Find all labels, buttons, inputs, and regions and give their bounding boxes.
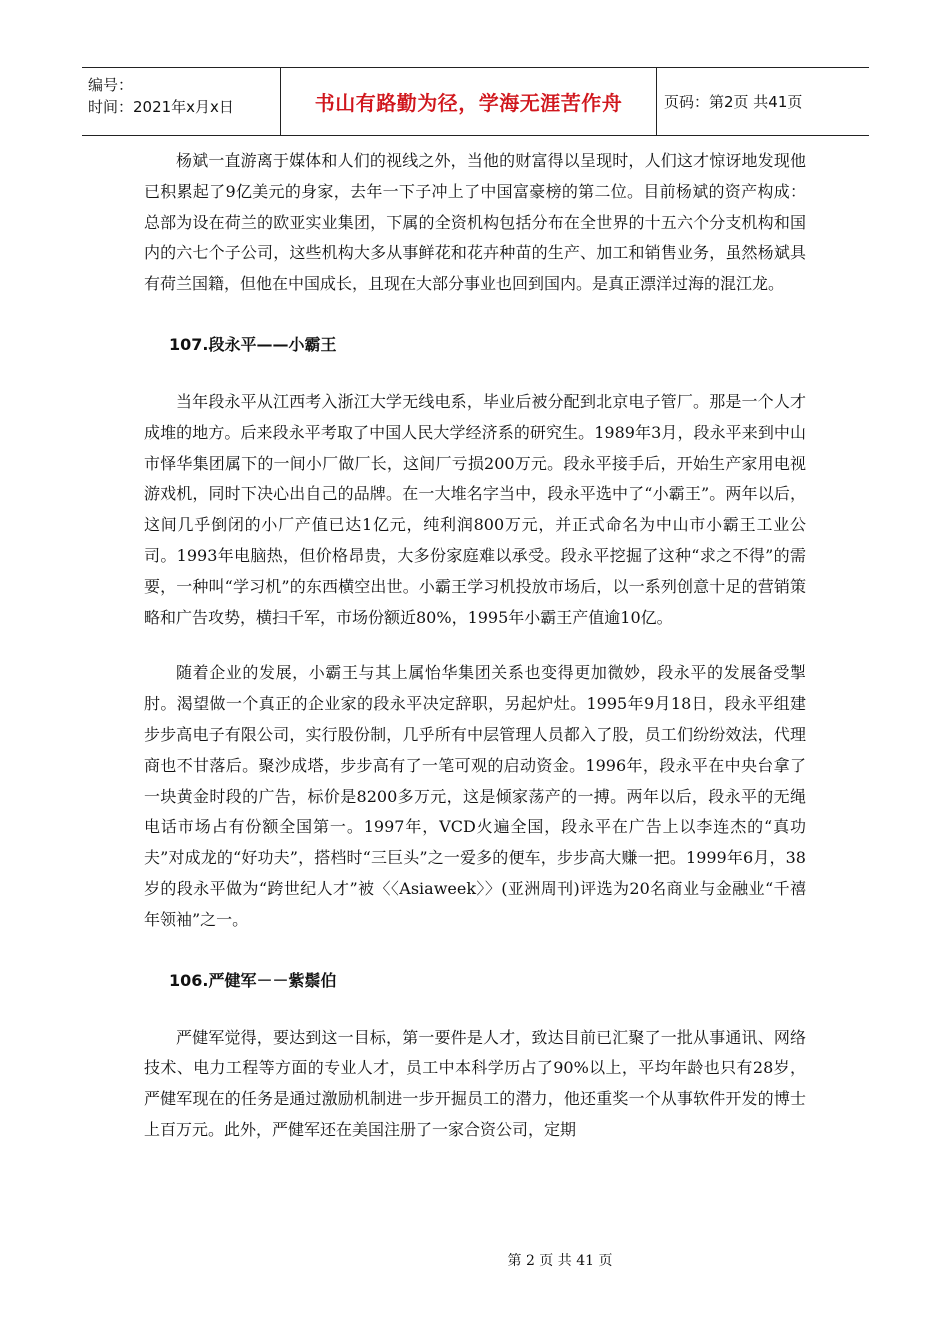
paragraph-yan-jianjun: 严健军觉得，要达到这一目标，第一要件是人才，致达目前已汇聚了一批从事通讯、网络技术、电力工程等方面的专业人才，员工中本科学历占了90%以上，平均年龄也只有28岁，严健军现在的任务是通过激励机制进一步开掘员工的潜力，他还重奖一个从事软件开发的博士上百万元。此外，严健军还在美国注册了一家合资公司，定期 [144,1027,806,1139]
page-footer: 第 2 页 共 41 页 [507,1253,613,1269]
header-meta [82,68,281,135]
paragraph-duan-yongping-1: 当年段永平从江西考入浙江大学无线电系，毕业后被分配到北京电子管厂。那是一个人才成堆的地方。后来段永平考取了中国人民大学经济系的研究生。1989年3月，段永平来到中山市怿华集团属下的一间小厂做厂长，这间厂亏损200万元。段永平接手后，开始生产家用电视游戏机，同时下决心出自己的品牌。在一大堆名字当中，段永平选中了“小霸王”。两年以后，这间几乎倒闭的小厂产值已达1亿元，纯利润800万元，并正式命名为中山市小霸王工业公司。1993年电脑热，但价格昂贵，大多份家庭难以承受。段永平挖掘了这种“求之不得”的需要，一种叫“学习机”的东西横空出世。小霸王学习机投放市场后，以一系列创意十足的营销策略和广告攻势，横扫千军，市场份额近80%，1995年小霸王产值逾10亿。 [144,391,806,627]
document-body [144,146,806,1146]
section-heading-107: 107.段永平——小霸王 [169,334,337,354]
section-heading-106: 106.严健军－－紫鬃伯 [169,970,337,990]
header-page-info: 页码：第2页 共41页 [664,93,803,111]
document-date: 时间：2021年x月x日 [88,98,234,116]
paragraph-yang-bin: 杨斌一直游离于媒体和人们的视线之外，当他的财富得以呈现时，人们这才惊讶地发现他已积累起了9亿美元的身家，去年一下子冲上了中国富豪榜的第二位。目前杨斌的资产构成：总部为设在荷兰的欧亚实业集团，下属的全资机构包括分布在全世界的十五六个分支机构和国内的六七个子公司，这些机构大多从事鲜花和花卉种苗的生产、加工和销售业务，虽然杨斌具有荷兰国籍，但他在中国成长，且现在大部分事业也回到国内。是真正漂洋过海的混江龙。 [144,151,806,294]
document-number-label: 编号： [88,76,134,94]
page-header [82,67,869,136]
paragraph-duan-yongping-2: 随着企业的发展，小霸王与其上属怡华集团关系也变得更加微妙，段永平的发展备受掣肘。渴望做一个真正的企业家的段永平决定辞职，另起炉灶。1995年9月18日，段永平组建步步高电子有限公司，实行股份制，几乎所有中层管理人员都入了股，员工们纷纷效法，代理商也不甘落后。聚沙成塔，步步高有了一笔可观的启动资金。1996年，段永平在中央台拿了一块黄金时段的广告，标价是8200多万元，这是倾家荡产的一搏。两年以后，段永平的无绳电话市场占有份额全国第一。1997年，VCD火遍全国，段永平在广告上以李连杰的“真功夫”对成龙的“好功夫”，搭档时“三巨头”之一爱多的便车，步步高大赚一把。1999年6月，38岁的段永平做为“跨世纪人才”被〈〈Asiaweek〉〉(亚洲周刊)评选为20名商业与金融业“千禧年领袖”之一。 [144,663,806,929]
header-motto: 书山有路勤为径，学海无涯苦作舟 [281,68,657,135]
